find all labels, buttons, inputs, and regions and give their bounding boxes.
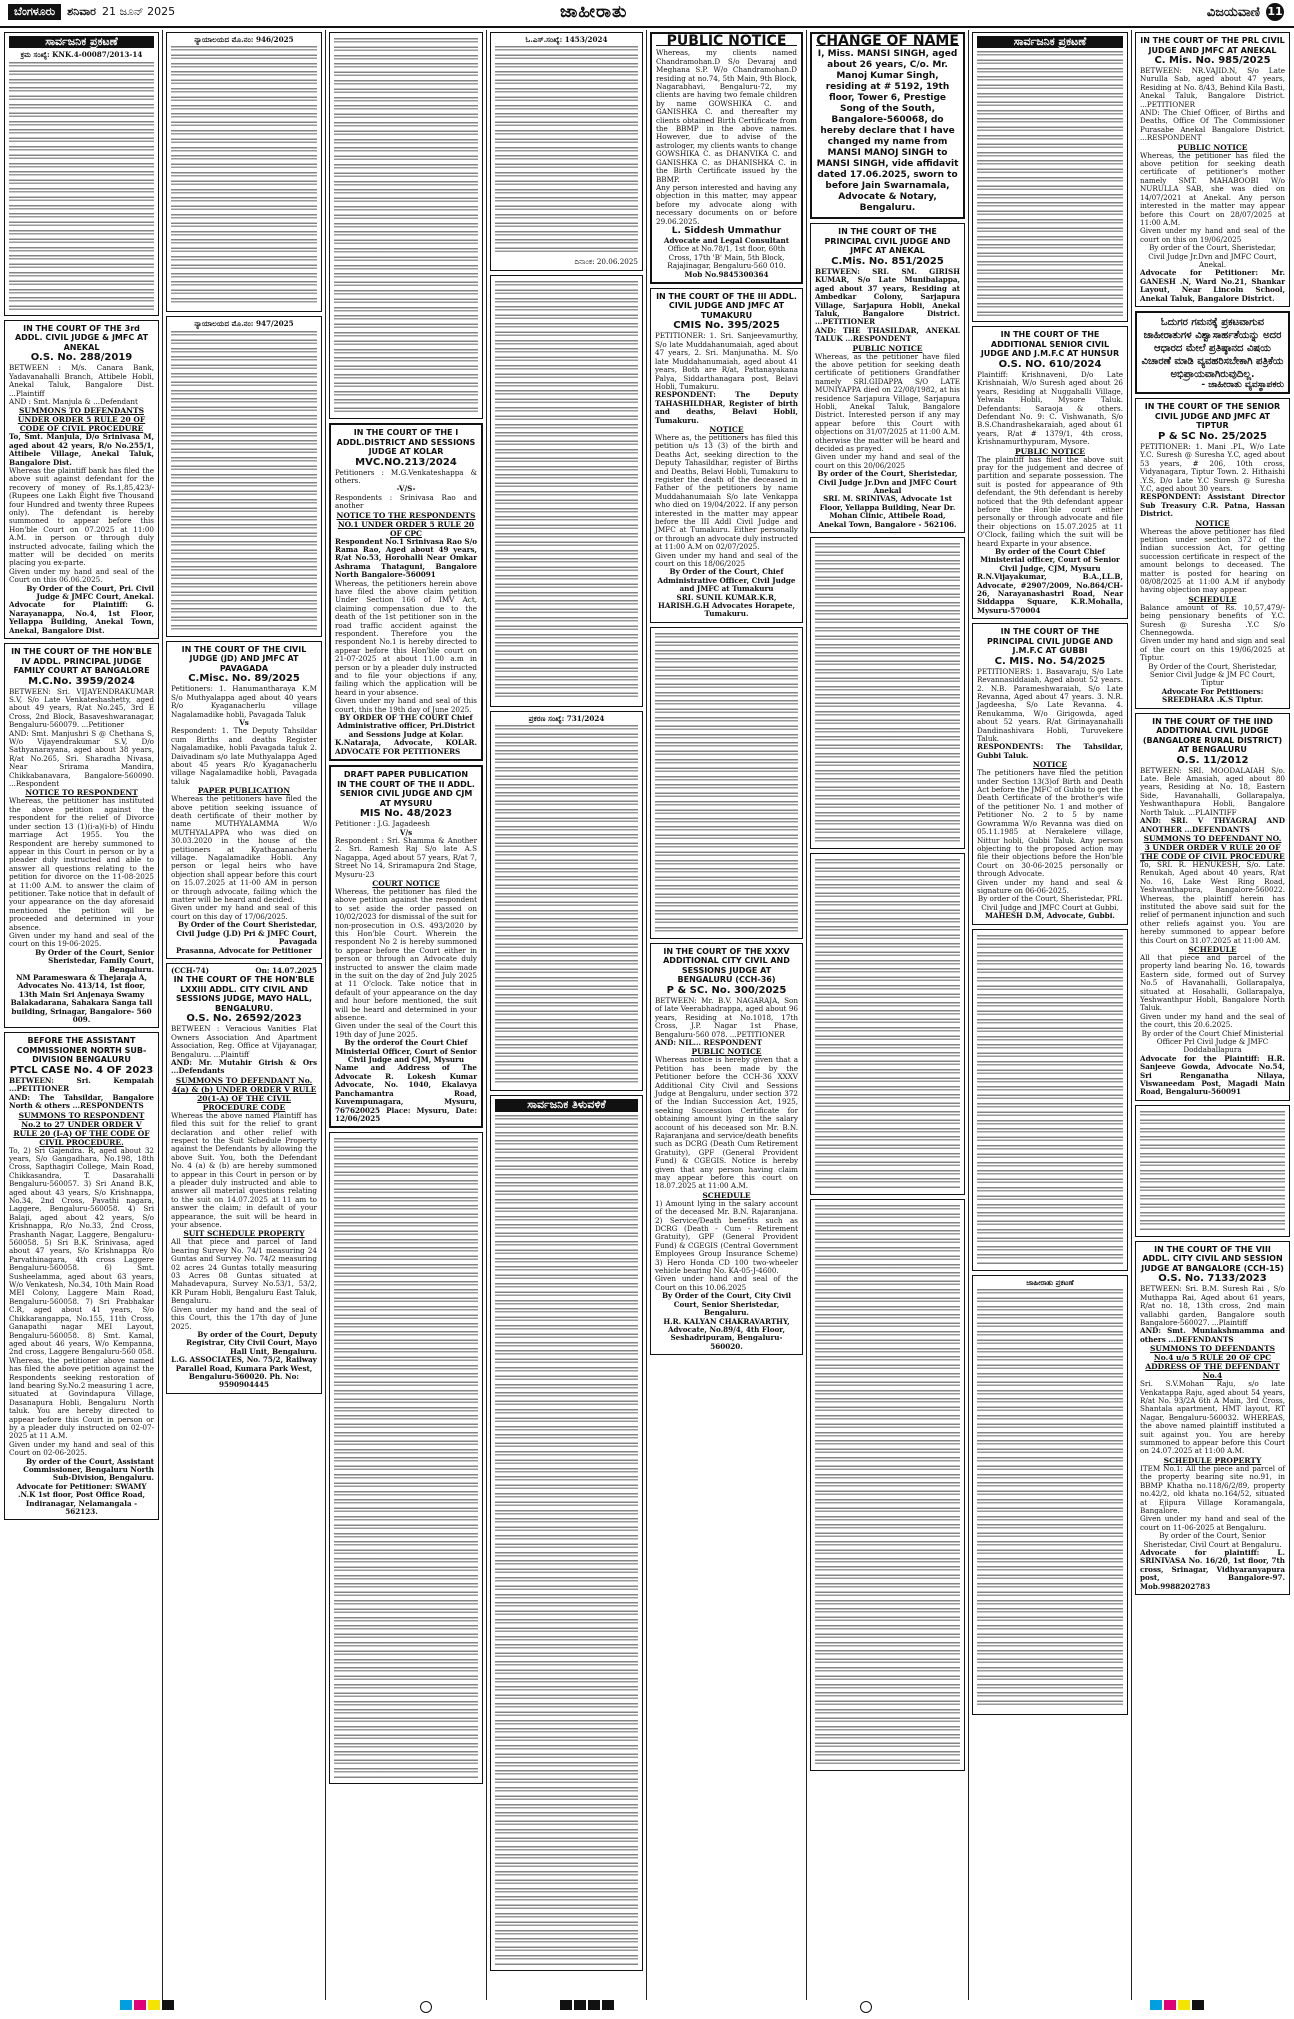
notice-given: Given under my hand and seal of this court, this the 19th day of June 2025.: [335, 696, 477, 714]
parties-and: AND: THE THASILDAR, ANEKAL TALUK ...RESPONDENT: [815, 325, 960, 344]
case-number: C.Mis. No. 851/2025: [831, 255, 944, 267]
advocate-name: L. Siddesh Ummathur: [671, 225, 782, 236]
case-number: O.S. 11/2012: [1176, 754, 1249, 766]
court-tag: (CCH-74): [171, 965, 210, 975]
column-8: [1135, 32, 1290, 1997]
notice-heading: PUBLIC NOTICE: [691, 1047, 762, 1057]
court-name: IN THE COURT OF THE SENIOR CIVIL JUDGE AND JMFC AT TIPTUR: [1144, 402, 1281, 431]
kannada-court-notice: [329, 32, 483, 419]
notice-given: Given under my hand and the seal of the court, this 20.6.2025.: [1140, 1011, 1285, 1030]
signature: MAHESH D.M, Advocate, Gubbi.: [985, 911, 1115, 921]
kannada-text-block: [495, 281, 638, 701]
column-divider: [806, 30, 807, 2000]
kannada-court-notice: [972, 929, 1128, 1271]
notice-order: BY ORDER OF THE COURT Chief Administrative officer, Pri.District and Sessions Judge at Kolar.: [337, 713, 475, 739]
registration-mark: [420, 2001, 432, 2013]
notice-given: Given under my hand and seal of the court on this 18/06/2025: [655, 550, 798, 569]
parties-between: BETWEEN: Mr. B.V. NAGARAJA, Son of late Veerabhadrappa, aged about 96 years, Residing at No.1018, 17th Cross, J.P. Nagar 1st Phase, Bengaluru-560 078. ...PETITIONER: [655, 995, 798, 1039]
notice-body-2: Any person interested and having any objection in this matter, may appear before my advocate along with necessary documents on or before 29.06.2025.: [656, 182, 797, 226]
notice-given: Given under my hand and seal of the court on this on 19/06/2025: [1140, 226, 1285, 244]
notice-given: Given under my hand and seal of this court on this day of 17/06/2025.: [171, 903, 317, 921]
notice-body: Whereas, the petitioner has filed the above petition against the respondent to set aside the order passed on 10/02/2023 for dismissal of the suit for non-prosecution in O.S. 493/2020 by this Hon'ble Court. Wherein the respondent No 2 is hereby summoned to appear before the Court either in person or through an Advocate duly instructed to answer the claim made in the suit on the day of 2nd July 2025 at 11 O'clock. Take notice that in default of your appearance on the day and hour before mentioned, the suit will be heard and determined in your absence.: [335, 886, 477, 1023]
notice-body: The plaintiff has filed the above suit pray for the judgement and decree of partition and separate possession. The suit is posted for appearance of 9th defendant, the 9th defendant is hereby noticed that the 9th defendant appear before the Hon'ble court either personally or through advocate and file their objections on 15.07.2025 at 11 O'Clock, failing which the suit will be heard Exparte in your absence.: [977, 454, 1123, 548]
kannada-court-notice: [1135, 1105, 1290, 1237]
advocate: Prasanna, Advocate for Petitioner: [175, 945, 313, 955]
column-divider: [1131, 30, 1132, 2000]
notice-body: The petitioners have filed the petition under Section 13(3)of Birth and Death Act before the JMFC of Gubbi to get the Death Certificate of the brother's wife of the petitioner No. 1 and mother of Petitioner No. 2 to 5 by name Gowramma W/o Revanna was died on 05.11.1985 at Nerakelere village, Nittur hobli, Gubbi Taluk. Any person objecting to the proposed action may file their objections before the Hon'ble Court on 30-06-2025 personally or through Advocate.: [977, 768, 1123, 879]
schedule-heading: SCHEDULE: [702, 1190, 751, 1200]
readers-notice-text: ಓದುಗರ ಗಮನಕ್ಕೆ ಪ್ರಕಟವಾಗುವ ಜಾಹೀರಾತುಗಳ ವಿಶ್ವಾಸಾರ್ಹತೆಯನ್ನು ಅದರ ಆಧಾರದ ಮೇಲೆ ಪ್ರತಿಷ್ಠಾನದ ವಿಷಯ ವಿಚಾರಣೆ ಮಾಡಿ ವ್ಯವಹರಿಸಬೇಕಾಗಿ ಪತ್ರಿಕೆಯ ಅಭಿಪ್ರಾಯವಾಗಿರುವುದಿಲ್ಲ.: [1141, 316, 1284, 380]
notice-heading: COURT NOTICE: [372, 878, 440, 888]
court-notice: [810, 223, 965, 533]
kannada-text-block: [815, 859, 960, 1189]
notice-heading: SUMMONS TO DEFENDANTS UNDER ORDER 5 RULE 20 OF CODE OF CIVIL PROCEDURE: [17, 406, 146, 434]
notice-given: Given under hand and seal of the Court on this 10.06.2025: [655, 1274, 798, 1292]
case-number: P & SC No. 25/2025: [1158, 430, 1267, 442]
notice-order: By order of the Court, Sheristedar, PRL Civil Judge and JMFC Court at Gubbi.: [977, 894, 1123, 912]
parties-between: BETWEEN : Veracious Vanities Flat Owners Association And Apartment Association, Reg. Office at Vijayanagar, Bengaluru. ...Plaintiff: [171, 1024, 317, 1059]
court-name: IN THE COURT OF THE IIND ADDITIONAL CIVIL JUDGE (BANGALORE RURAL DISTRICT) AT BENGALURU: [1142, 716, 1283, 755]
case-number: ಕ್ರಮ ಸಂಖ್ಯೆ: KNK.4-00087/2013-14: [20, 50, 143, 60]
respondents: RESPONDENT: The Deputy TAHASHILDHAR, Register of birth and deaths, Belavi Hobli, Tumakuru.: [655, 390, 798, 425]
court-name: IN THE COURT OF THE PRINCIPAL CIVIL JUDGE AND JMFC AT ANEKAL: [824, 227, 951, 256]
court-notice: [650, 943, 803, 1355]
case-number: C.Misc. No. 89/2025: [188, 673, 300, 685]
parties-between: BETWEEN: SRI. MOODALAIAH S/o. Late. Bele Amasiah, aged about 80 years, Residing at No. 18, Eastern Side, Havanahalli, Gollarapalya, Yeshwanthapura Hobli, Bangalore North Taluk. ...PLAINTIFF: [1140, 765, 1285, 817]
notice-given: Given under my hand and seal of the court on this 20/06/2025: [815, 452, 960, 470]
notice-order: By order of the Court Chief Ministerial Officer Prl Civil Judge & JMFC Doddaballapura: [1141, 1028, 1284, 1055]
column-6: [810, 32, 965, 1997]
schedule-body: All that piece and parcel of the property land bearing No. 16, towards Eastern side, formed out of Survey No.5 of Havanahalli, Gollarapalya, situated at Hosahalli, Gollarapalya, Yeshwanthpur Hobli, Bangalore North Taluk.: [1140, 952, 1285, 1013]
parties-and: AND: NIL... RESPONDENT: [655, 1037, 763, 1047]
parties-between: BETWEEN : M/s. Canara Bank, Yadavanahalli Branch, Attibele Hobli, Anekal Taluk, Bangalore Dist. ...Plaintiff: [9, 363, 154, 398]
advocate: H.R. KALYAN CHAKRAVARTHY, Advocate, No.89/4, 4th Floor, Seshadripuram, Bengaluru-560020.: [663, 1316, 790, 1351]
court-name: IN THE COURT OF THE PRL CIVIL JUDGE AND JMFC AT ANEKAL: [1140, 36, 1285, 55]
notice-order: By Order of the Court, Senior Sheristedar, Family Court, Bengaluru.: [35, 947, 154, 974]
notice-order: By Order of the Court Sheristedar, Civil Judge (J.D) Pri & JMFC Court, Pavagada: [176, 920, 317, 947]
kannada-text-block: [977, 935, 1123, 1265]
notice-heading: PAPER PUBLICATION: [197, 786, 291, 796]
kannada-text-block: [334, 1138, 478, 1778]
notice-order: By order of the Court, Sheristedar, Civil Judge Jr.Dvn and JMFC Court Anekal: [817, 469, 958, 496]
parties-and: AND: The Chief Officer, of Births and Deaths, Office Of The Commissioner Purasabe Anekal Bangalore District. ...RESPONDENT: [1140, 108, 1285, 143]
notice-given: Given under my hand and seal of this Court on 02-06-2025.: [9, 1439, 154, 1458]
notice-given: Given under the seal of the Court this 19th day of June 2025.: [335, 1021, 477, 1039]
color-registration-bar: [120, 2000, 174, 2010]
respondents: Respondent: 1. The Deputy Tahsildar cum Births and deaths Register Nagalamadike, hobli Pavagada taluk 2. Daivadinam s/o late Muthyalappa Aged about 45 years R/o Kyaganacherlu village Nagalamadike hobli, Pavagada taluk: [171, 726, 317, 786]
notice-caption: ಜಾಹೀರಾತು ಪ್ರಕಟಣೆ: [1026, 1277, 1074, 1287]
kannada-notice-box: [4, 32, 159, 316]
kannada-court-notice: [490, 275, 643, 707]
notice-addressee: To, Smt. Manjula, D/o Srinivasa M, aged about 42 years, R/o No.255/1, Attibele Village, Anekal Taluk, Bangalore Dist.: [9, 432, 154, 467]
column-5: [650, 32, 803, 1997]
advocate-address: Office at No.78/1, 1st floor, 60th Cross, 17th 'B' Main, 5th Block, Rajajinagar, Bengaluru-560 010.: [667, 244, 786, 271]
petitioners: PETITIONERS: 1. Basavaraju, S/o Late Revannasiddaiah, Aged about 52 years. 2. N.B. Parameshwaraiah, S/o Late Revanna, Aged about 47 years. 3. N.R. Jagdeesha, S/o Late Revanna. 4. Renukamma, W/o Girigowda, aged about 52 years. R/at Girinayanahalli Dandinashivara Hobli, Turuvekere Taluk.: [977, 666, 1123, 744]
public-notice-header: PUBLIC NOTICE: [656, 37, 797, 46]
notice-order: By order of the Court, Deputy Registrar, City Civil Court, Mayo Hall Unit, Bengaluru.: [186, 1329, 317, 1356]
kannada-public-notice: [490, 1095, 643, 1970]
notice-heading: NOTICE: [1032, 760, 1068, 770]
readers-notice-signature: - ಜಾಹೀರಾತು ವ್ಯವಸ್ಥಾಪಕರು: [1201, 379, 1284, 390]
court-name: IN THE COURT OF THE II ADDL. SENIOR CIVIL JUDGE AND CJM AT MYSURU: [337, 779, 475, 808]
column-divider: [325, 30, 326, 2000]
edition-date: 21 ಜೂನ್ 2025: [102, 5, 176, 18]
respondents: Respondent : Sri. Shamma & Another 2. Sri. Ramesh Raj S/o late A.S Nagappa, Aged about 57 years, R/at 7, Street No 14, Sriramapura 2nd Stage, Mysuru-23: [335, 835, 477, 879]
notice-body: Where as, the petitioners has filed this petition u/s 13 (3) of the birth and Deaths Act, seeking direction to the Deputy Tahasildhar, register of Births and Deaths, Belavi Hobli, Tumakuru to register the death of the deceased in Father of the petitioners by name Muddahanumaiah S/o late Venkappa who died on 19/04/2022. If any person interested in the matter may appear before the III Addl Civil Judge and JMFC at Tumakuru. Either personally or through an advocate duly instructed at 11:00 A.M on 02/07/2025.: [655, 432, 798, 552]
kannada-court-notice: [329, 1132, 483, 1784]
court-name: IN THE COURT OF THE I ADDL.DISTRICT AND SESSIONS JUDGE AT KOLAR: [336, 428, 476, 456]
notice-heading: SUMMONS TO RESPONDENT No.2 to 27 UNDER ORDER V RULE 20 (I-A) OF THE CODE OF CIVIL PROCEDURE.: [13, 1110, 150, 1147]
kannada-text-block: [334, 38, 478, 413]
notice-body: Whereas, my clients named Chandramohan.D S/o Devaraj and Meghana S.P. W/o Chandramohan.D residing at no.74, 5th Main, 9th Block, Nagarabhavi, Bengaluru-72, my clients are having two female children by name GOWSHIKA C. and GANISHKA C. and thereafter my clients obtained Birth Certificate from the BBMP in the above names. However, due to advise of the astrologer, my clients wants to change GOWSHIKA C. as DHANVIKA C. and GANISHKA C. as DHANISHKA C. in the Birth Certificate issued by the BBMP.: [656, 48, 797, 184]
petitioners: PETITIONER: 1. Mani .PL, W/o Late Y.C. Suresh @ Suresha Y.C, aged about 53 years, # 206, 10th cross, Vidyanagara, Tiptur Town. 2. Hithaishi .Y.S, D/o Late Y.C Suresh @ Suresha Y.C, aged about 30 years.: [1140, 441, 1285, 493]
notice-order: By order of the Court, Senior Sheristedar, Civil Court at Bengaluru.: [1143, 1531, 1282, 1549]
parties-and: AND: Smt. Muniakshmamma and others ...DEFENDANTS: [1140, 1326, 1285, 1344]
column-divider: [646, 30, 647, 2000]
kannada-court-notice: [650, 627, 803, 939]
notice-heading: NOTICE TO THE RESPONDENTS NO.1 UNDER ORDER 5 RULE 20 OF CPC: [336, 510, 476, 538]
kannada-court-notice: [810, 1199, 965, 1771]
parties-between: BETWEEN: Sri. B.M. Suresh Rai , S/o Muthappa Rai, Aged about 61 years, R/at no. 18, 13th cross, 2nd main vallabhi garden, Bangalore south Bangalore-560027. ...Plaintiff: [1140, 1284, 1285, 1327]
masthead-left: [8, 4, 175, 20]
advocate: L.G. ASSOCIATES, No. 75/2, Railway Parallel Road, Kumara Park West, Bengaluru-560020. Ph. No: 9590904445: [171, 1355, 317, 1390]
edition-city: ಬೆಂಗಳೂರು: [8, 4, 61, 20]
respondents: Respondents : Srinivasa Rao and another: [335, 492, 477, 511]
parties-and: AND: Mr. Mutahir Girish & Ors ...Defendants: [171, 1057, 317, 1076]
case-number: C. Mis. No. 985/2025: [1154, 55, 1271, 66]
parties-and: AND: Smt. Manjushri S @ Chethana S, W/o Vijayendrakumar S.V, D/o Sathyanarayana, aged about 38 years, R/at No.265, Sri. Sharadha Nivasa, Near Srirama Mandira, Chikkabanavara, Bangalore-560090. ...Respondent: [9, 728, 154, 789]
case-number: PTCL CASE No. 4 OF 2023: [9, 1064, 154, 1076]
case-number: M.C.No. 3959/2024: [28, 675, 135, 687]
court-name: IN THE COURT OF THE 3rd ADDL. CIVIL JUDGE & JMFC AT ANEKAL: [14, 323, 149, 352]
case-number: O.S. No. 288/2019: [30, 352, 133, 364]
kannada-text-block: [495, 725, 638, 1085]
kannada-text-block: [655, 633, 798, 933]
petitioners: Petitioners: 1. Hanumantharaya K.M S/o Muthyalappa aged about 40 years R/o Kyaganacherlu village Nagalamadike hobli, Pavagada Taluk: [171, 684, 317, 719]
petitioners: PETITIONER: 1. Sri. Sanjeevamurthy, S/o late Muddahanumaiah, aged about 47 years, 2. Sri. Manjunatha. M. S/o late Muddahanumaiah, aged about 41 years, Both are R/at, Pattanayakana Palya, Siddarthanagara post, Belavi Hobli, Tumakuru.: [655, 331, 798, 391]
column-1: [4, 32, 159, 1997]
notice-order: By the orderof the Court Chief Ministerial Officer, Court of Senior Civil Judge and CJM, Mysuru: [335, 1038, 477, 1065]
kannada-public-notice: [972, 32, 1128, 322]
notice-body: To, 2) Sri Gajendra. R, aged about 32 years, S/o Gangadhara, No.198, 18th Cross, Sapthagiri College, Main Road, Chikkasandra, T. Dasarahalli Bengaluru-560057. 3) Sri Anand B.K, aged about 43 years, S/o Krishnappa, No.34, 2nd Cross, Pavathi nagara, Laggere, Bengaluru-560058. 4) Sri Balaji, aged about 42 years, S/o Krishnappa, R/o No.33, 2nd Cross, Prashanth Nagar, Laggere, Bengaluru-560058. 5) Sri B.K. Srinivasa, aged about 47 years, S/o Krishnappa R/o Parvathinagara, 4th cross Laggere Bengaluru-560058. 6) Smt. Susheelamma, aged about 63 years, W/o Venkatesh, No.34, 10th Main Road MEI Colony, Laggere Main Road, Bengaluru-560058. 7) Sri Prabhakar C.R, aged about 41 years, S/o Chikkarangappa, No.155, 11th Cross, Ganapathi nagar MEI Layout, Bengaluru-560058. 8) Smt. Kamal, aged about 46 years, W/o Kempanna, 2nd cross, Laggere Bengaluru-560 058. Whereas, the petitioner above named has filed the above petition against the Respondents seeking restoration of land bearing Sy.No.2 measuring 1 acre, situated at Govindapura Village, Dasanapura Hobli, Bengaluru North taluk. You are hereby directed to appear before this Court in person or by a pleader duly instructed on 02-07-2025 at 11 A.M.: [9, 1145, 154, 1441]
parties-and: AND : Smt. Manjula & ...Defendant: [9, 396, 138, 406]
public-notice: [650, 32, 803, 284]
kannada-text-block: [815, 543, 960, 843]
edition-day: ಶನಿವಾರ: [67, 5, 97, 18]
notice-given: Given under my hand and seal of the court on this 19-06-2025.: [9, 930, 154, 949]
notice-heading: PUBLIC NOTICE: [1014, 446, 1086, 456]
notice-body: Whereas the above petitioner has filed petition under section 372 of the Indian succession Act, for getting succession certificate in respect of the amount belongs to deceased. The matter is posted for hearing on 08/08/2025 at 11:00 A.M if anybody having objection may appear.: [1140, 526, 1285, 595]
court-notice: [329, 765, 483, 1128]
kannada-text-block: [977, 51, 1123, 316]
notice-order: By order of the Court, Sheristedar, Civil Judge Jr.Dvn and JMFC Court, Anekal.: [1148, 243, 1277, 269]
advocate: Advocate for Plaintiff: G. Narayanappa, No.4, 1st Floor, Yellappa Building, Anekal Town, Anekal, Bangalore Dist.: [9, 600, 154, 635]
court-notice: [4, 320, 159, 639]
advocate: Advocate for Petitioner: Mr. GANESH .N, Ward No.21, Shankar Layout, Near Lincoln School, Anekal Taluk, Bangalore District.: [1140, 268, 1285, 303]
notice-given: Given under my hand and seal of the court on 11-06-2025 at Bengaluru.: [1140, 1514, 1285, 1532]
notice-addressee: Respondent No.1 Srinivasa Rao S/o Rama Rao, Aged about 49 years, R/at No.53, Horohalli Near Omkar Ashrama Thataguni, Bangalore North Bangalore-560091: [335, 536, 477, 580]
court-name: IN THE COURT OF THE ADDITIONAL SENIOR CIVIL JUDGE AND J.M.F.C AT HUNSUR: [980, 330, 1120, 359]
court-notice: [4, 643, 159, 1028]
notice-date: ದಿನಾಂಕ: 20.06.2025: [574, 257, 638, 267]
notice-heading: SUMMONS TO DEFENDANTS No.4 u/o 5 RULE 20 OF CPC ADDRESS OF THE DEFENDANT No.4: [1145, 1344, 1280, 1381]
kannada-court-notice: [972, 1275, 1128, 1715]
notice-body: Whereas, the petitioners herein above have filed the above claim petition Under Section 166 of IMV Act, claiming compensation due to the death of the 1st petitioner son in the road traffic accident against the respondent. Therefore you the respondent No.1 is hereby directed to appear before this Hon'ble court on 21-07-2025 at about 11.00 a.m in person or by a pleader duly instructed and to file your objections if any, failing which the application will be heard in your absence.: [335, 578, 477, 697]
masthead-right: [1207, 3, 1284, 21]
change-of-name-notice: [810, 32, 965, 219]
court-notice: [166, 641, 322, 959]
notice-heading: NOTICE: [1195, 518, 1230, 528]
notice-title: DRAFT PAPER PUBLICATION: [343, 770, 469, 780]
schedule-heading: SCHEDULE: [1188, 594, 1237, 604]
color-registration-bar: [1150, 2000, 1204, 2010]
paper-name: ವಿಜಯವಾಣಿ: [1206, 4, 1260, 20]
court-notice: [972, 326, 1128, 619]
schedule-body: All that piece and parcel of land bearing Survey No. 74/1 measuring 24 Guntas and Survey No. 74/2 measuring 02 acres 24 Guntas totally measuring 03 Acres 08 Guntas situated at Mahadevapura, Survey No.53/1, 53/2, KR Puram Hobli, Bengaluru East Taluk, Bengaluru.: [171, 1237, 317, 1306]
petitioners: Petitioners : M.G.Venkateshappa & others.: [335, 467, 477, 485]
advocate-role: Advocate and Legal Consultant: [663, 235, 790, 245]
notice-body: Whereas notice is hereby given that a Petition has been made by the Petitioner before the CCH-36 XXXV Additional City Civil and Sessions Judge at Bengaluru, under section 372 of the Indian Succession Act, 1925, seeking Succession Certificate for obtaining amount lying in the salary account of his deceased son Mr. B.N. Rajaranjana and service/death benefits such as DCRG (Death Cum Retirement Gratuity), GPF (General Provident Fund) & CGEGIS. Notice is hereby given that any person having claim may appear before this court on 18.07.2025 at 11:00 A.M.: [655, 1055, 798, 1191]
notice-order: By Order of the Court, Sheristedar, Senior Civil Judge & JM FC Court, Tiptur: [1148, 661, 1277, 688]
respondents: RESPONDENTS: The Tahsildar, Gubbi Taluk.: [977, 742, 1123, 760]
notice-heading: NOTICE: [709, 424, 744, 434]
court-notice: [1135, 1241, 1290, 1595]
kannada-court-notice: [810, 537, 965, 849]
schedule-heading: SCHEDULE: [1188, 944, 1237, 954]
schedule-heading: SUIT SCHEDULE PROPERTY: [183, 1229, 305, 1239]
notice-body: Sri. S.V.Mohan Raju, s/o late Venkatappa Raju, aged about 54 years, R/at No. 93/2A 6th A Main, 3rd Cross, Shantala apartment, HMT layout, RT Nagar, Bengaluru-560032. WHEREAS, the above named plaintiff instituted a suit against you. You are hereby summoned to appear before this Court on 24.07.2025 at 11:00 A.M.: [1140, 1379, 1285, 1456]
advocate: SRI. SUNIL KUMAR.K.R, HARISH.G.H Advocates Horapete, Tumakuru.: [658, 592, 795, 619]
case-number: ಪ್ರಕರಣ ಸಂಖ್ಯೆ: 731/2024: [528, 713, 605, 723]
notice-body: Whereas the above named Plaintiff has filed this suit for the relief to grant declaration and other relief with respect to the Suit Schedule Property against the Defendants by allowing the above Suit. You, both the Defendant No. 4 (a) & (b) are hereby summoned to appear in this Court in person or by a pleader duly instructed and able to answer all material questions relating to the suit on 14.07.2025 at 11 am to answer the claim; in default of your appearance, the suit will be heard in your absence.: [171, 1110, 317, 1230]
case-number: MVC.NO.213/2024: [355, 456, 457, 468]
court-name: IN THE COURT OF THE CIVIL JUDGE (JD) AND JMFC AT PAVAGADA: [181, 644, 307, 673]
kannada-text-block: [495, 1115, 638, 1965]
notice-heading: PUBLIC NOTICE: [1177, 142, 1248, 152]
column-4: [490, 32, 643, 1997]
notice-body: Whereas the petitioners have filed the above petition seeking issuance of death certificate of their mother by name MUTHYALAMMA W/o MUTHYALAPPA who was died on 30.03.2020 in the house of the petitioners at Kyathaganacherlu village. Nagalamadike Hobli. Any person or legal heirs who have objection shall appear before this court on 15.07.2025 at 11-00 AM in person or through advocate, failing which the matter will be heard and decided.: [171, 794, 317, 905]
case-number: ನ್ಯಾಯಾಲಯದ ಮೊ.ನಂ: 947/2025: [194, 319, 294, 329]
masthead: [0, 0, 1294, 26]
kannada-court-notice: [166, 32, 322, 312]
advocate: Advocate For Petitioners: SREEDHARA .K.S Tiptur.: [1161, 686, 1264, 705]
parties-between: BETWEEN: SRI. SM. GIRISH KUMAR, S/o Late Munibalappa, aged about 37 years, Residing at Ambedkar Colony, Sarjapura Village, Sarjapura Hobli, Anekal Taluk, Bangalore District. ...PETITIONER: [815, 266, 960, 327]
notice-body: Whereas, the petitioner has filed the above petition for seeking death certificate of petitioner's mother namely SMT. MAHABOOBI W/o NURULLA SAB, she was died on 14/07/2021 at Anekal. Any person interested in the matter may appear before this Court on 28/07/2025 at 11:00 A.M.: [1140, 150, 1285, 227]
column-3: [329, 32, 483, 1997]
parties: Plaintiff: Krishnaveni, D/o Late Krishnaiah, W/o Suresh aged about 26 years, Residing at Nuggahalli Village, Yelwala Hobli, Mysore Taluk. Defendants: Saraoja & others. Defendant No. 9: C. Vishwanath, S/o B.S.Chandrashekaraiah, aged about 61 years, R/at # 1379/1, 4th cross, Krishnamurthypuram, Mysore.: [977, 369, 1123, 447]
parties-and: AND: The Tahsildar, Bangalore North & others ...RESPONDENTS: [9, 1092, 154, 1111]
court-name: IN THE COURT OF THE HON'BLE IV ADDL. PRINCIPAL JUDGE FAMILY COURT AT BANGALORE: [11, 647, 152, 676]
versus: V/s: [399, 827, 413, 837]
section-title: ಜಾಹೀರಾತು: [560, 2, 628, 22]
schedule-heading: SCHEDULE PROPERTY: [1163, 1455, 1262, 1465]
notice-given: Given under my hand and the seal of this Court, this the 17th day of June 2025.: [171, 1304, 317, 1331]
case-number: O.S. NO. 610/2024: [998, 358, 1102, 370]
advocate: Name and Address of The Advocate R. Lokesh Kumar Advocate, No. 1040, Ekalavya Panchamantra Road, Kuvempunagara, Mysuru, 767620025 Place: Mysuru, Date: 12/06/2025: [335, 1063, 477, 1123]
notice-body: Whereas, as the petitioner have filed the above petition for seeking death certificate of petitioners Grandfather namely SRI.GIDAPPA S/O LATE MUNIYAPPA died on 22/08/1982, at his residence Sarjapura Village, Sarjapura Hobli, Anekal Taluk, Bangalore District. Interested person if any may appear before this Court with objections on 31/07/2025 at 11:00 A.M. otherwise the matter will be heard and decided as prayed.: [815, 351, 960, 454]
kannada-court-notice: [810, 853, 965, 1195]
advocate-phone: Mob No.9845300364: [684, 269, 769, 279]
court-name: BEFORE THE ASSISTANT COMMISSIONER NORTH SUB-DIVISION BENGALURU: [16, 1036, 147, 1065]
schedule-body: ITEM No.1: All the piece and parcel of the property bearing site no.91, in BBMP Khatha no.118/6/2/89, property no.42/2, old khata no.164/52, situated at Ejipura Village Koramangala, Bangalore.: [1140, 1463, 1285, 1515]
case-number: O.S. No. 26592/2023: [186, 1013, 302, 1025]
kannada-text-block: [815, 1205, 960, 1765]
court-notice: [4, 1032, 159, 1520]
kannada-court-notice: [166, 316, 322, 636]
notice-order: By Order of the Court, City Civil Court, Senior Sheristedar, Bengaluru.: [661, 1291, 792, 1318]
notice-order: By Order of the Court, Pri. Civil Judge & JMFC Court, Anekal.: [26, 583, 154, 602]
color-registration-bar: [560, 2000, 614, 2010]
kannada-text-block: [9, 62, 154, 310]
court-name: IN THE COURT OF THE III ADDL. CIVIL JUDGE AND JMFC AT TUMAKURU: [656, 291, 797, 320]
kannada-text-block: [1140, 1111, 1285, 1231]
court-notice: [650, 288, 803, 623]
court-name: IN THE COURT OF THE HON'BLE LXXIII ADDL. CITY CIVIL AND SESSIONS JUDGE, MAYO HALL, BENGALURU.: [173, 975, 315, 1013]
case-number: ನ್ಯಾಯಾಲಯದ ಮೊ.ನಂ: 946/2025: [194, 35, 294, 44]
column-divider: [486, 30, 487, 2000]
advocate: Advocate for Petitioner: SWAMY .N.K 1st floor, Post Office Road, Indiranagar, Nelamangala - 562123.: [16, 1481, 147, 1517]
case-number: ಓ.ಎಸ್.ಸಂಖ್ಯೆ: 1453/2024: [525, 35, 608, 44]
column-divider: [162, 30, 163, 2000]
court-notice: [329, 423, 483, 761]
court-name: IN THE COURT OF THE XXXV ADDITIONAL CITY CIVIL AND SESSIONS JUDGE AT BENGALURU (CCH-36): [663, 946, 790, 985]
parties-and: AND: SRI. V THYAGRAJ AND ANOTHER ...DEFENDANTS: [1140, 816, 1285, 834]
notice-order: By order of the Court, Assistant Commissioner, Bengaluru North Sub-Division, Bengaluru.: [23, 1456, 154, 1483]
notice-heading: SUMMONS TO DEFENDANT NO. 3 UNDER ORDER V RULE 20 OF THE CODE OF CIVIL PROCEDURE: [1140, 833, 1285, 861]
page-number: 11: [1266, 3, 1284, 21]
advocate: SRI. M. SRINIVAS, Advocate 1st Floor, Yellappa Building, Near Dr. Mohan Clinic, Attibele Road, Anekal Town, Bangalore - 562106.: [818, 494, 957, 529]
notice-order: By order of the Court Chief Ministerial officer, Court of Senior Civil Judge, CJM, Mysuru: [980, 547, 1120, 573]
advocate: Advocate for the Plaintiff: H.R. Sanjeeve Gowda, Advocate No.54, Sri Renganatha Nilaya, Viswaneedam Post, Magadi Main Road, Bengaluru-560091: [1140, 1053, 1285, 1097]
kannada-court-notice: [490, 32, 643, 271]
column-2: [166, 32, 322, 1997]
court-notice: [1135, 713, 1290, 1101]
notice-given: Given under my hand and seal of the Court on this 06.06.2025.: [9, 566, 154, 585]
court-notice: [166, 963, 322, 1394]
case-number: O.S. No. 7133/2023: [1158, 1273, 1267, 1285]
court-name: IN THE COURT OF THE VIII ADDL. CITY CIVIL AND SESSION JUDGE AT BANGALORE (CCH-15): [1141, 1244, 1284, 1273]
notice-heading: SUMMONS TO DEFENDANT No. 4(a) & (b) UNDER ORDER V RULE 20(1-A) OF THE CIVIL PROCEDURE CODE: [171, 1075, 317, 1112]
hearing-date: On: 14.07.2025: [255, 965, 317, 975]
case-number: P & SC. No. 300/2025: [666, 984, 787, 996]
parties-between: BETWEEN: Sri. VIJAYENDRAKUMAR S.V, S/o Late Venkateshashetty, aged about 49 years, R/at No.245, 3rd E Cross, 2nd Block, Basaveshwaranagar, Bengaluru-560079. ...Petitioner: [9, 686, 154, 730]
notice-body: Whereas, the petitioner has instituted the above petition against the respondent for the relief of Divorce under section 13 (1)(i-a)(i-b) of Hindu marriage Act 1955. You the Respondent are hereby summoned to appear in this Court in person or by a pleader duly instructed and able to answer all questions relating to the petition for divorce on the 11-08-2025 at 11:00 A.M. to answer the claim of petitioner. Take notice that in default of your appearance on the day aforesaid mentioned the petition will be proceeded and determined in your absence.: [9, 796, 154, 932]
advocate: NM Parameswara & Thejaraja A, Advocates No. 413/14, 1st floor, 13th Main Sri Anjenaya Swamy Balakadarana, Sahakara Sanga tall building, Srinagar, Bangalore- 560 009.: [10, 973, 153, 1025]
advocate: Advocate for plaintiff: L. SRINIVASA No. 16/20, 1st floor, 7th cross, Srinagar, Vidhyaranyapura post, Bangalore-97. Mob.9988202783: [1140, 1547, 1285, 1591]
change-of-name-header: CHANGE OF NAME: [816, 33, 959, 49]
kannada-text-block: [977, 1289, 1123, 1709]
column-7: [972, 32, 1128, 1997]
case-number: MIS No. 48/2023: [359, 808, 453, 820]
schedule-body: Balance amount of Rs. 10,57,479/- being pensionary benefits of Y.C. Suresh @ Suresha .Y.C S/o Chennegowda.: [1140, 602, 1285, 637]
case-number: CMIS No. 395/2025: [673, 320, 780, 332]
kannada-court-notice: [490, 711, 643, 1091]
notice-body: To, SRI. R. HENUKESH, S/o. Late. Renukah, Aged about 40 years, R/at No. 16, Lake West Ring Road, Yeshwanthapura, Bangalore-560022. Whereas, the plaintiff herein has instituted the above said suit for the relief of permanent injunction and such other reliefs against you. You are hereby summoned to appear before this Court on 31.07.2025 at 11:00 AM.: [1140, 859, 1285, 945]
parties-between: BETWEEN: Sri. Kempaiah ...PETITIONER: [9, 1075, 154, 1094]
notice-body: Whereas the plaintiff bank has filed the above suit against defendant for the recovery of money of Rs.1,85,423/- (Rupees one Lakh Eight five Thousand four Hundred and twenty three Rupees only). The defendant is hereby summoned to appear before this Hon'ble Court on 07.2025 at 11:00 A.M. in person or through duly instructed advocate, failing which the matter will be decided on merits placing you ex-parte.: [9, 465, 154, 568]
notice-given: Given under my hand and seal & signature on 06-06-2025.: [977, 877, 1123, 895]
notice-banner: ಸಾರ್ವಜನಿಕ ಪ್ರಕಟಣೆ: [9, 36, 154, 48]
notice-banner: ಸಾರ್ವಜನಿಕ ಪ್ರಕಟಣೆ: [977, 36, 1123, 48]
schedule-body: 1) Amount lying in the salary account of the deceased Mr. B.N. Rajaranjana. 2) Service/Death benefits such as DCRG (Death - Cum - Retirement Gratuity), GPF (General Provident Fund) & CGEGIS (Central Government Employees Group Insurance Scheme) 3) Hero Honda CD 100 two-wheeler vehicle bearing No. KA-05-J-4600.: [655, 1198, 798, 1276]
readers-notice: [1135, 311, 1290, 394]
parties-between: BETWEEN: NR.VAJID.N, S/o Late Nurulla Sab, aged about 47 years, Residing at No. 8/43, Behind Kila Basti, Anekal Taluk, Bangalore District. ...PETITIONER: [1140, 66, 1285, 109]
court-name: IN THE COURT OF THE PRINCIPAL CIVIL JUDGE AND J.M.F.C AT GUBBI: [986, 627, 1114, 656]
petitioners: Petitioner : J.G. Jagadeesh: [335, 819, 430, 829]
change-of-name-body: I, Miss. MANSI SINGH, aged about 26 years, C/o. Mr. Manoj Kumar Singh, residing at # 5192, 19th floor, Tower 6, Prestige Song of the South, Bangalore-560068, do hereby declare that I have changed my name from MANSI MANOJ SINGH to MANSI SINGH, vide affidavit dated 17.06.2025, sworn to before Jain Swarnamala, Advocate & Notary, Bengaluru.: [816, 49, 959, 214]
case-number: C. MIS. No. 54/2025: [994, 655, 1106, 667]
court-notice: [1135, 32, 1290, 307]
notice-order: By Order of the Court, Chief Administrative Officer, Civil Judge and JMFC at Tumakuru: [657, 567, 796, 594]
versus: Vs: [239, 717, 249, 727]
court-notice: [972, 623, 1128, 924]
kannada-text-block: [171, 46, 317, 306]
advocate: K.Nataraja, Advocate, KOLAR. ADVOCATE FOR PETITIONERS: [335, 738, 477, 756]
court-notice: [1135, 398, 1290, 708]
column-divider: [968, 30, 969, 2000]
notice-given: Given under my hand and sign and seal of the court on this 19/06/2025 at Tiptur.: [1140, 636, 1285, 663]
notice-banner: ಸಾರ್ವಜನಿಕ ತಿಳುವಳಿಕೆ: [495, 1099, 638, 1111]
respondents: RESPONDENT: Assistant Director Sub Treasury C.R. Patna, Hassan District.: [1140, 492, 1285, 519]
registration-mark: [860, 2001, 872, 2013]
notice-heading: PUBLIC NOTICE: [852, 343, 923, 353]
advocate: R.N.Vijayakumar, B.A.,LL.B, Advocate, #2907/2009, No.864/CH-26, Narayanashastri Road, Near Siddappa Square, K.R.Mohalla, Mysuru-570004: [977, 572, 1123, 615]
notice-tags: [171, 967, 317, 975]
kannada-text-block: [171, 331, 317, 631]
kannada-text-block: [495, 46, 638, 256]
notice-heading: NOTICE TO RESPONDENT: [25, 788, 138, 798]
versus: -V/S-: [396, 484, 416, 494]
top-rule: [0, 26, 1294, 28]
